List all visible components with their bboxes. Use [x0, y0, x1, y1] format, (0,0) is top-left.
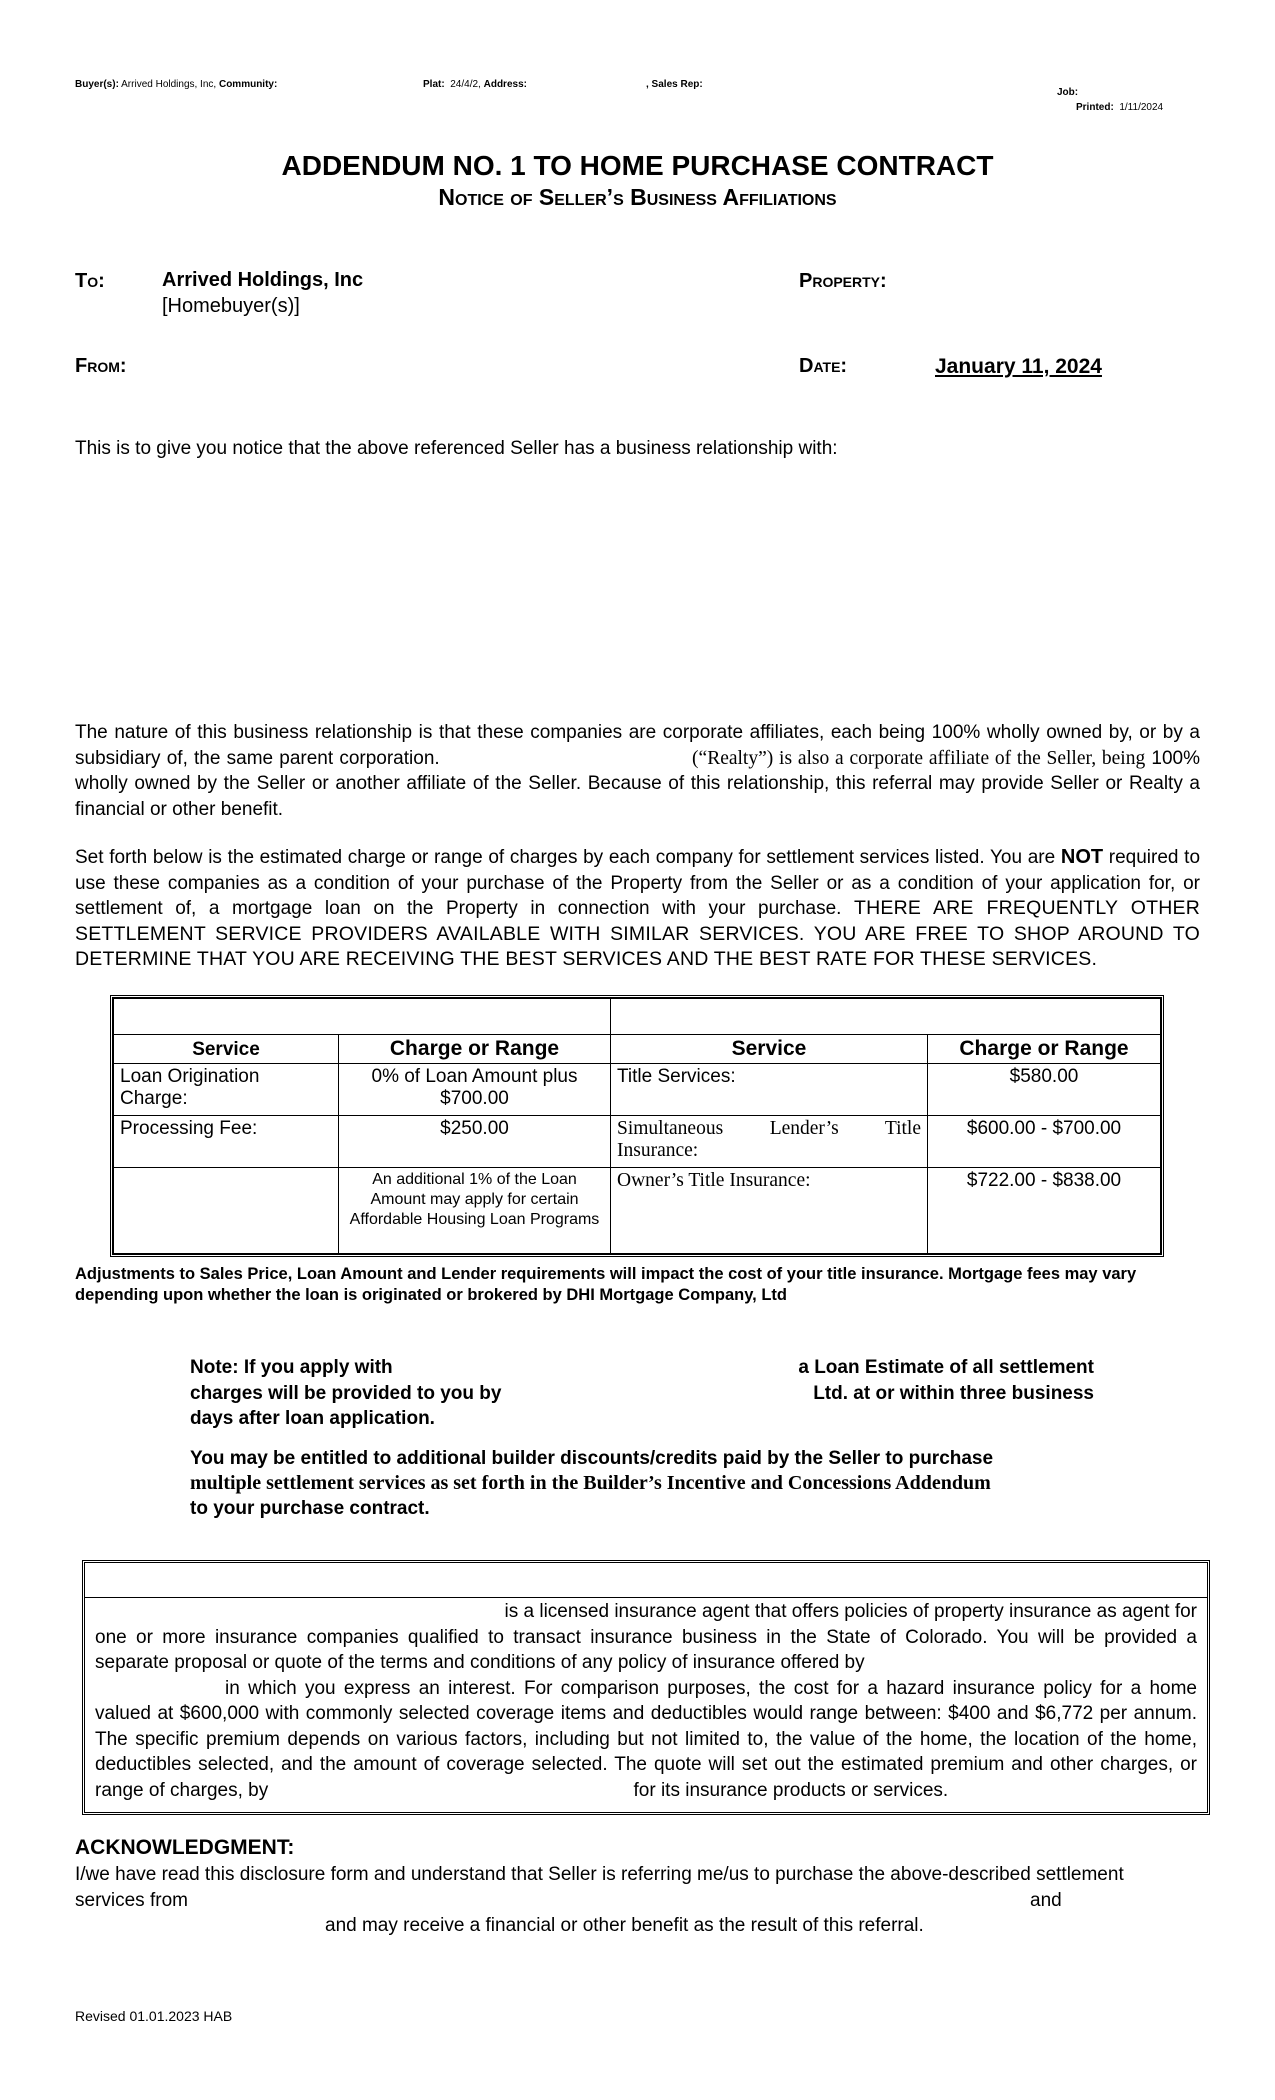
community-label: Community: — [218, 79, 278, 90]
setforth-not: NOT — [1060, 846, 1104, 868]
acknowledgment-heading: ACKNOWLEDGMENT: — [75, 1836, 295, 1859]
note-l2a: charges will be provided to you by — [190, 1382, 502, 1404]
header-service-right: Service — [611, 1035, 928, 1064]
note-l1a: Note: If you apply with — [190, 1357, 393, 1378]
nature-paragraph — [75, 720, 1200, 822]
row1-right-charge: $580.00 — [928, 1064, 1161, 1116]
to-label: To: — [75, 270, 105, 292]
nature-part1: The nature of this business relationship is that these companies are corporate affiliates, each being 100% wholly owned by, or by a subsidiary of, the same parent corporation. — [75, 722, 1200, 769]
discounts-l2: multiple settlement services as set forth in the Builder’s Incentive and Concessions Addendum — [190, 1472, 991, 1494]
discounts-l3: to your purchase contract. — [190, 1498, 430, 1519]
buyer-label: Buyer(s): — [75, 79, 119, 90]
ack-and: and — [1030, 1889, 1062, 1911]
note-l3: days after loan application. — [190, 1408, 435, 1429]
header-printed — [1076, 102, 1163, 113]
from-label: From: — [75, 355, 127, 377]
row1-charge: 0% of Loan Amount plus $700.00 — [339, 1064, 611, 1116]
ack-services-from: services from — [75, 1889, 188, 1911]
header-charge-left: Charge or Range — [339, 1035, 611, 1064]
ack-l1: I/we have read this disclosure form and understand that Seller is referring me/us to purchase the above-described settlement — [75, 1864, 1124, 1885]
to-sub: [Homebuyer(s)] — [162, 295, 300, 317]
acknowledgment-text — [75, 1862, 1200, 1939]
setforth-caps: THERE ARE FREQUENTLY OTHER SETTLEMENT SERVICE PROVIDERS AVAILABLE WITH SIMILAR SERVICES. YOU ARE FREE TO SHOP AROUND TO DETERMINE THAT YOU ARE RECEIVING THE BEST SERVICES AND THE BEST RATE FOR THESE SERVICES. — [75, 897, 1200, 970]
printed-value: 1/11/2024 — [1119, 102, 1164, 113]
fees-table — [110, 995, 1164, 1257]
page-title: ADDENDUM NO. 1 TO HOME PURCHASE CONTRACT — [281, 150, 994, 181]
row2-service: Processing Fee: — [114, 1116, 339, 1168]
page-subtitle: Notice of Seller’s Business Affiliations — [438, 184, 837, 210]
insurance-body: one or more insurance companies qualified to transact insurance business in the State of Colorado. You will be provided a separate proposal or quote of the terms and conditions of any policy of insurance offered by — [95, 1626, 1197, 1673]
intro-text: This is to give you notice that the above referenced Seller has a business relationship with: — [75, 438, 838, 459]
discounts-l1: You may be entitled to additional builder discounts/credits paid by the Seller to purchase — [190, 1448, 994, 1469]
table-blank-left — [114, 999, 611, 1035]
date-value: January 11, 2024 — [935, 355, 1102, 378]
insurance-text — [95, 1599, 1197, 1803]
to-name: Arrived Holdings, Inc — [162, 269, 364, 291]
header-service-left: Service — [114, 1035, 339, 1064]
note-block — [190, 1355, 1094, 1432]
job-label: Job: — [1057, 87, 1079, 98]
note-l1b: a Loan Estimate of all settlement — [798, 1357, 1094, 1378]
property-label: Property: — [799, 270, 887, 292]
table-row — [114, 1116, 1161, 1168]
insurance-l4: in which you express an interest. For comparison purposes, the cost for a hazard insurance policy for a home valued at $600,000 with commonly selected coverage items and deductibles would range between: $400 and $6,772 per annum. The specific premium depends on various factors, including but not limited to, the value of the home, the location of the home, deductibles selected, and the amount of coverage selected. The quote will set out the estimated premium and other charges, or range of charges, by — [95, 1677, 1197, 1801]
date-label: Date: — [799, 355, 848, 377]
table-row — [114, 1064, 1161, 1116]
fees-table-grid — [113, 998, 1161, 1254]
revision-footer: Revised 01.01.2023 HAB — [75, 2008, 233, 2024]
address-label: Address: — [483, 79, 527, 90]
setforth-part2: required to use these companies as a condition of your purchase of the Property from the Seller or as a condition of your application for, or settlement of, a mortgage loan on the Property in connection with your purchase. — [75, 847, 1201, 919]
row1-right-service: Title Services: — [611, 1064, 928, 1116]
nature-realty: (“Realty”) is also a corporate affiliate of the Seller, being — [692, 747, 1146, 769]
adjustments-note: Adjustments to Sales Price, Loan Amount and Lender requirements will impact the cost of your title insurance. Mortgage fees may vary depending upon whether the loan is originated or brokered by DHI Mortgage Company, Ltd — [75, 1265, 1137, 1304]
setforth-paragraph — [75, 845, 1200, 973]
insurance-l1: is a licensed insurance agent that offers policies of property insurance as agent for — [504, 1601, 1197, 1622]
insurance-box-header — [85, 1563, 1207, 1598]
row3-right-charge: $722.00 - $838.00 — [928, 1168, 1161, 1254]
setforth-part1: Set forth below is the estimated charge or range of charges by each company for settlement services listed. You are — [75, 847, 1056, 868]
sales-rep-label: , Sales Rep: — [646, 79, 703, 90]
ack-l3: and may receive a financial or other benefit as the result of this referral. — [325, 1915, 924, 1936]
table-blank-right — [611, 999, 1161, 1035]
header-buyer — [75, 79, 277, 90]
header-plat — [423, 79, 527, 90]
insurance-box — [82, 1560, 1210, 1815]
buyer-value: Arrived Holdings, Inc, — [121, 79, 217, 90]
row1-service: Loan Origination Charge: — [114, 1064, 339, 1116]
insurance-end: for its insurance products or services. — [633, 1779, 949, 1801]
row2-right-service: Simultaneous Lender’s Title Insurance: — [611, 1116, 928, 1168]
row3-right-service: Owner’s Title Insurance: — [611, 1168, 928, 1254]
row2-right-charge: $600.00 - $700.00 — [928, 1116, 1161, 1168]
header-charge-right: Charge or Range — [928, 1035, 1161, 1064]
header-job — [1057, 87, 1078, 98]
row3-charge: An additional 1% of the Loan Amount may apply for certain Affordable Housing Loan Programs — [339, 1168, 611, 1254]
row3-service — [114, 1168, 339, 1254]
discounts-note — [190, 1446, 1090, 1521]
note-l2b: Ltd. at or within three business — [813, 1382, 1094, 1404]
printed-label: Printed: — [1076, 102, 1114, 113]
plat-label: Plat: — [423, 79, 445, 90]
plat-value: 24/4/2, — [450, 79, 481, 90]
header-sales-rep — [646, 79, 703, 90]
row2-charge: $250.00 — [339, 1116, 611, 1168]
nature-part2: 100% wholly owned by the Seller or another affiliate of the Seller. Because of this relationship, this referral may provide Seller or Realty a financial or other benefit. — [75, 747, 1200, 820]
table-row — [114, 1168, 1161, 1254]
